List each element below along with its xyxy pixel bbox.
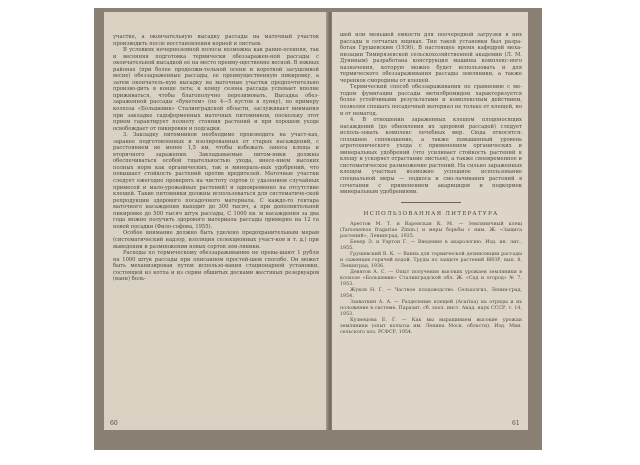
left-page-text <box>113 34 319 283</box>
reference-item: Девятов А. С. — Опыт получения высоких урожаев земляники в колхозе «Большевик» Сталинградской обл. Ж. «Сад и огород» № 7, 1953. <box>340 270 522 288</box>
reference-item: Жуков Н. Г. — Частное плодоводство. Сельхозгиз, Ленин-град, 1954. <box>340 288 522 300</box>
paragraph: Особое внимание должно быть уделено предохранительным мерам (систематический надзор, изоляция селекционных участ-ков и т. д.) при выведении и размножении новых сортов зем-ляники. <box>113 230 319 250</box>
reference-item: Захваткин А. А. — Разделение клещей (Acarina) на отряды и их положение в системе. Паразит. сб. зоол. инст. Акад. наук СССР, т. 14, 1953. <box>340 300 522 318</box>
left-page <box>104 12 328 430</box>
right-page <box>332 12 528 430</box>
reference-item: Бекер Э. и Уэртон Г. — Введение в акарологию. Изд. ин. лит., 1955. <box>340 240 522 252</box>
reference-item: Грушевский В. К. — Ванна для термической дезинсекции рассады и саженцев горячей водой. Труды по защите растений ВИЗР, вып. 8, Ленинград, 1936. <box>340 252 522 270</box>
paragraph: 3. Закладку питомников необходимо производить на участ-ках, заранее подготовленных и изолированных от старых насаждений, с расстоянием не менее 1,5 км, чтобы избежать заноса клеща и вторичного заражения. Закладываемые питом-ники должны обеспечиваться особой тщательностью ухода, внесе-нием высоких полных норм как органических, так и минераль-ных удобрений, что повышает стойкость растений против вредителей. Маточные участки следует ежегодно проверять на чистоту сортов (с удалением случайных примесей и мало-урожайных растений) и одновременно на отсутствие клещей. Такие питомники должны использоваться для систематиче-ской репродукции здорового посадочного материала. С каждо-го гектара маточного насаждения выходит до 300 тысяч, а при дополнительной пикировке до 500 тысяч штук рассады, С 1000 кв. м насаждения за два года можно получить здорового материала рассады примерно на 12 га новой посадки (Фило-софова, 1955). <box>113 132 319 230</box>
paragraph: 4. В отношении зараженных клещом плодоносящих насаждений (до обновления их здоровой рассадой) следует исполь-зовать комплекс лечебных мер. Сюда относятся: сплошное сенокошение, а также повышенный уровень агротехнического ухода с применением органических и минеральных удобрений (что усиливает стойкость растений к клещу и ускоряет отрастание листьев), а также своевременное и систематическое размножение растений. На сильно зараженных клещом участках возможно успешное использование специальной меры — подкоса и смо-лачивания растений в сочетании с применением акарицидов и подкормок минеральным удобрениями. <box>340 117 522 196</box>
paragraph: участке, а окончательную высадку рассады на маточный участок производить после восстановления корней и листьев. <box>113 34 319 47</box>
reference-item: Арестов М. Т. и Варенская К. М. — Земляничный клещ (Tarsonemus fragariae Zimm.) и меры борьбы с ним. Ж. «Защита растений», Ленинград, 1935. <box>340 222 522 240</box>
paragraph: В условиях нечерноземной полосы возможна как ранне-осенняя, так и весенняя подготовка термически обеззаражен-ной рассады с окончательной высадкой ее на место преиму-щественно весной. В южных районах (при более продолжи-тельной осени и короткой засушливой весне) обеззараженные рассады, ее преимущественную пикировку, а затем окончатель-ную высадку на маточные участки предпочтительно произво-дить в конце лета; к концу сезона рассада успевает вполне приживаться, чтобы благополучно перезимовать. Высадка обез-зараженной рассады «букетом» (по 4—5 кустов в лунку), по примеру колхоза «Большевик» Сталинградской области, заслуживает внимания при закладке садоформенных маточных питомников, поскольку этот прием гарантирует полноту стояния растений и при хорошем уходе освобождает от пикировки и подсадки. <box>113 47 319 132</box>
right-page-text <box>340 32 522 336</box>
reference-item: Кузнецова Е. Г. — Как мы выращиваем высокие урожаи земляники (опыт колхоза им. Ленина Моск. области). Изд. Мин. сельского хоз. РСФСР, 1954. <box>340 318 522 336</box>
page-number: 61 <box>512 420 520 427</box>
paragraph: Термический способ обеззараживания по сравнению с ме-тодом фумигации рассады метилбромидом характеризуется более устойчивыми результатами и комплексным действием, позволяя спешать посадочный материал не только от клещей, но и от нематод. <box>340 84 522 117</box>
paragraph: Расходы по термическому обеззараживанию не превы-шают 1 рубля на 1000 штук рассады при описанном простей-шем способе. Он может быть механизирован путем использо-вания стационарной установки, состоящей из котла и из серии обшитых досками жестяных резервуаров (ванн) боль- <box>113 250 319 283</box>
references-heading: ИСПОЛЬЗОВАННАЯ ЛИТЕРАТУРА <box>363 210 499 217</box>
page-number: 60 <box>110 420 118 427</box>
section-divider <box>401 202 461 203</box>
paragraph: шей или меньшей емкости для поочередной загрузки в них рассады в сетчатых ящиках. Тип такой установки был разра-ботан Грушевским (1936). В настоящее время кафедрой меха-низации Тимирязевской сельскохозяйственной академии (Л. М. Дуниным) разработана конструкция машины комплекс-ного назначения, которую можно будет использовать и для термического обеззараживания рассады земляники, а также черенков смородины от клещей. <box>340 32 522 84</box>
